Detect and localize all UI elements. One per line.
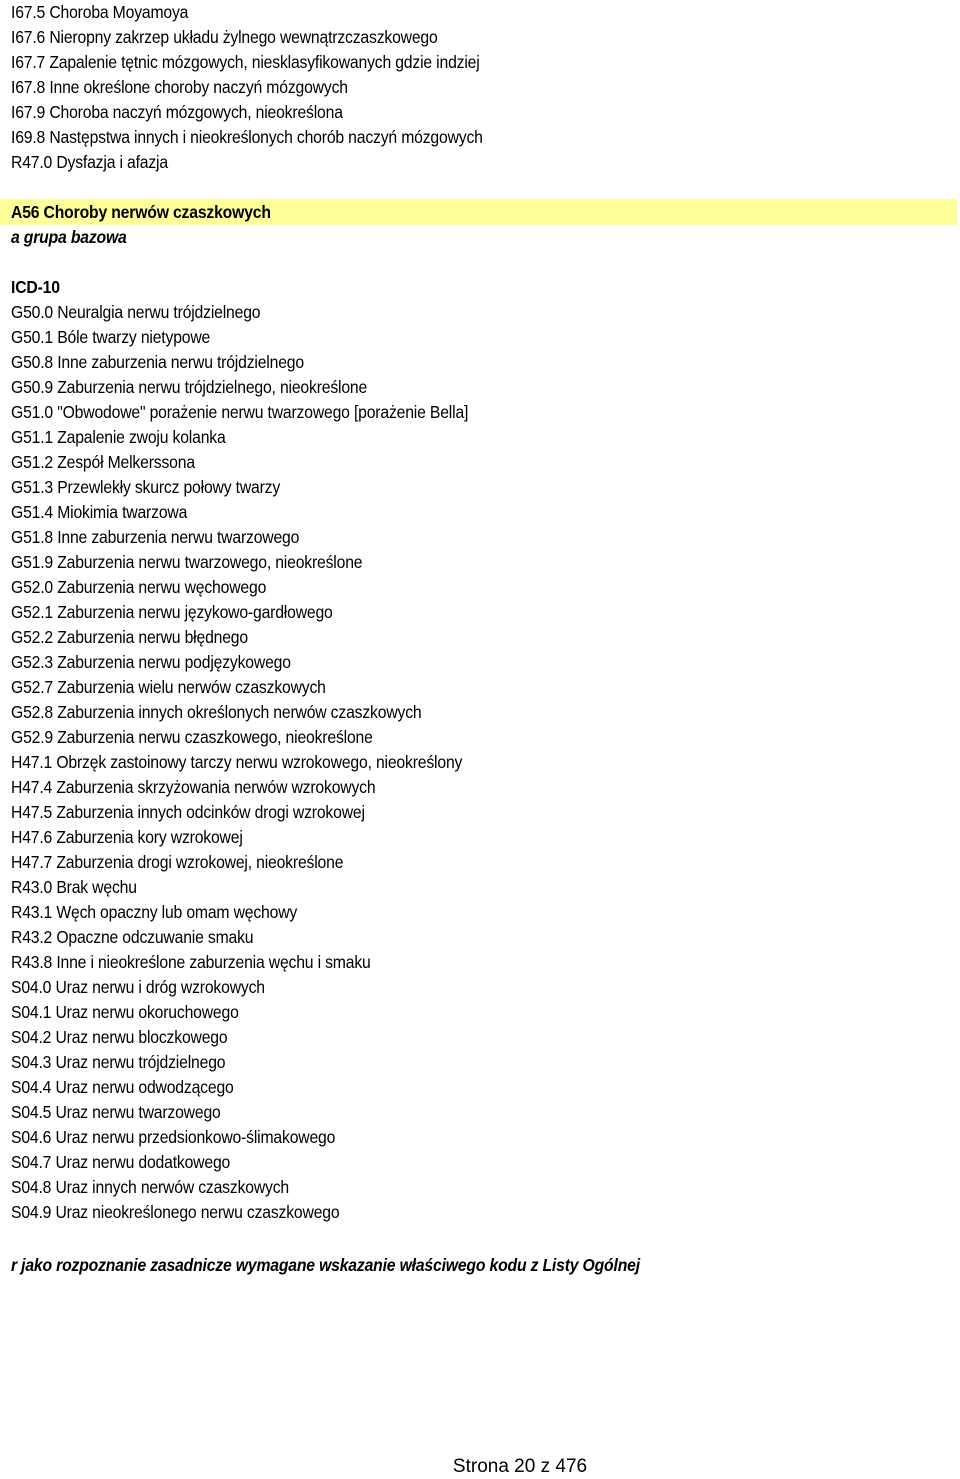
list-item: S04.8 Uraz innych nerwów czaszkowych [11, 1177, 290, 1197]
list-item: G51.3 Przewlekły skurcz połowy twarzy [11, 477, 281, 497]
list-item: G51.2 Zespół Melkerssona [11, 452, 195, 472]
list-item: G51.9 Zaburzenia nerwu twarzowego, nieokreślone [11, 552, 363, 572]
list-item: I67.8 Inne określone choroby naczyń mózgowych [11, 77, 348, 97]
list-item: G52.2 Zaburzenia nerwu błędnego [11, 627, 248, 647]
list-item: S04.1 Uraz nerwu okoruchowego [11, 1002, 239, 1022]
list-item: S04.4 Uraz nerwu odwodzącego [11, 1077, 234, 1097]
list-item: G52.3 Zaburzenia nerwu podjęzykowego [11, 652, 291, 672]
list-item: R43.8 Inne i nieokreślone zaburzenia węchu i smaku [11, 952, 371, 972]
list-item: R47.0 Dysfazja i afazja [11, 152, 168, 172]
note-text: r jako rozpoznanie zasadnicze wymagane wskazanie właściwego kodu z Listy Ogólnej [11, 1255, 640, 1275]
list-item: G52.0 Zaburzenia nerwu węchowego [11, 577, 267, 597]
list-item: H47.6 Zaburzenia kory wzrokowej [11, 827, 243, 847]
page-number: Strona 20 z 476 [452, 1456, 588, 1477]
list-item: S04.6 Uraz nerwu przedsionkowo-ślimakowego [11, 1127, 336, 1147]
list-item: R43.0 Brak węchu [11, 877, 137, 897]
list-item: G52.9 Zaburzenia nerwu czaszkowego, nieokreślone [11, 727, 373, 747]
list-item: G51.1 Zapalenie zwoju kolanka [11, 427, 226, 447]
list-item: I67.7 Zapalenie tętnic mózgowych, niesklasyfikowanych gdzie indziej [11, 52, 480, 72]
list-item: H47.4 Zaburzenia skrzyżowania nerwów wzrokowych [11, 777, 376, 797]
list-item: G51.0 "Obwodowe" porażenie nerwu twarzowego [porażenie Bella] [11, 402, 469, 422]
list-item: I69.8 Następstwa innych i nieokreślonych chorób naczyń mózgowych [11, 127, 483, 147]
list-item: I67.5 Choroba Moyamoya [11, 2, 189, 22]
section-title: A56 Choroby nerwów czaszkowych [11, 202, 271, 222]
list-item: G52.8 Zaburzenia innych określonych nerwów czaszkowych [11, 702, 422, 722]
list-item: G52.7 Zaburzenia wielu nerwów czaszkowych [11, 677, 326, 697]
page-footer [0, 1455, 960, 1479]
list-item: G51.8 Inne zaburzenia nerwu twarzowego [11, 527, 300, 547]
list-item: H47.7 Zaburzenia drogi wzrokowej, nieokreślone [11, 852, 344, 872]
list-item: I67.6 Nieropny zakrzep układu żylnego wewnątrzczaszkowego [11, 27, 438, 47]
list-item: S04.5 Uraz nerwu twarzowego [11, 1102, 221, 1122]
list-item: S04.7 Uraz nerwu dodatkowego [11, 1152, 231, 1172]
list-item: G50.9 Zaburzenia nerwu trójdzielnego, nieokreślone [11, 377, 368, 397]
list-item: H47.5 Zaburzenia innych odcinków drogi wzrokowej [11, 802, 365, 822]
list-item: G51.4 Miokimia twarzowa [11, 502, 188, 522]
section-subtitle: a grupa bazowa [11, 227, 127, 247]
list-item: R43.2 Opaczne odczuwanie smaku [11, 927, 254, 947]
list-item: G50.8 Inne zaburzenia nerwu trójdzielnego [11, 352, 304, 372]
list-item: I67.9 Choroba naczyń mózgowych, nieokreślona [11, 102, 343, 122]
list-item: S04.9 Uraz nieokreślonego nerwu czaszkowego [11, 1202, 340, 1222]
list-item: S04.0 Uraz nerwu i dróg wzrokowych [11, 977, 265, 997]
list-item: S04.2 Uraz nerwu bloczkowego [11, 1027, 228, 1047]
list-item: H47.1 Obrzęk zastoinowy tarczy nerwu wzrokowego, nieokreślony [11, 752, 463, 772]
list-item: G50.1 Bóle twarzy nietypowe [11, 327, 211, 347]
list-item: G50.0 Neuralgia nerwu trójdzielnego [11, 302, 261, 322]
icd-heading: ICD-10 [11, 277, 60, 297]
list-item: G52.1 Zaburzenia nerwu językowo-gardłowego [11, 602, 333, 622]
list-item: R43.1 Węch opaczny lub omam węchowy [11, 902, 298, 922]
list-item: S04.3 Uraz nerwu trójdzielnego [11, 1052, 226, 1072]
